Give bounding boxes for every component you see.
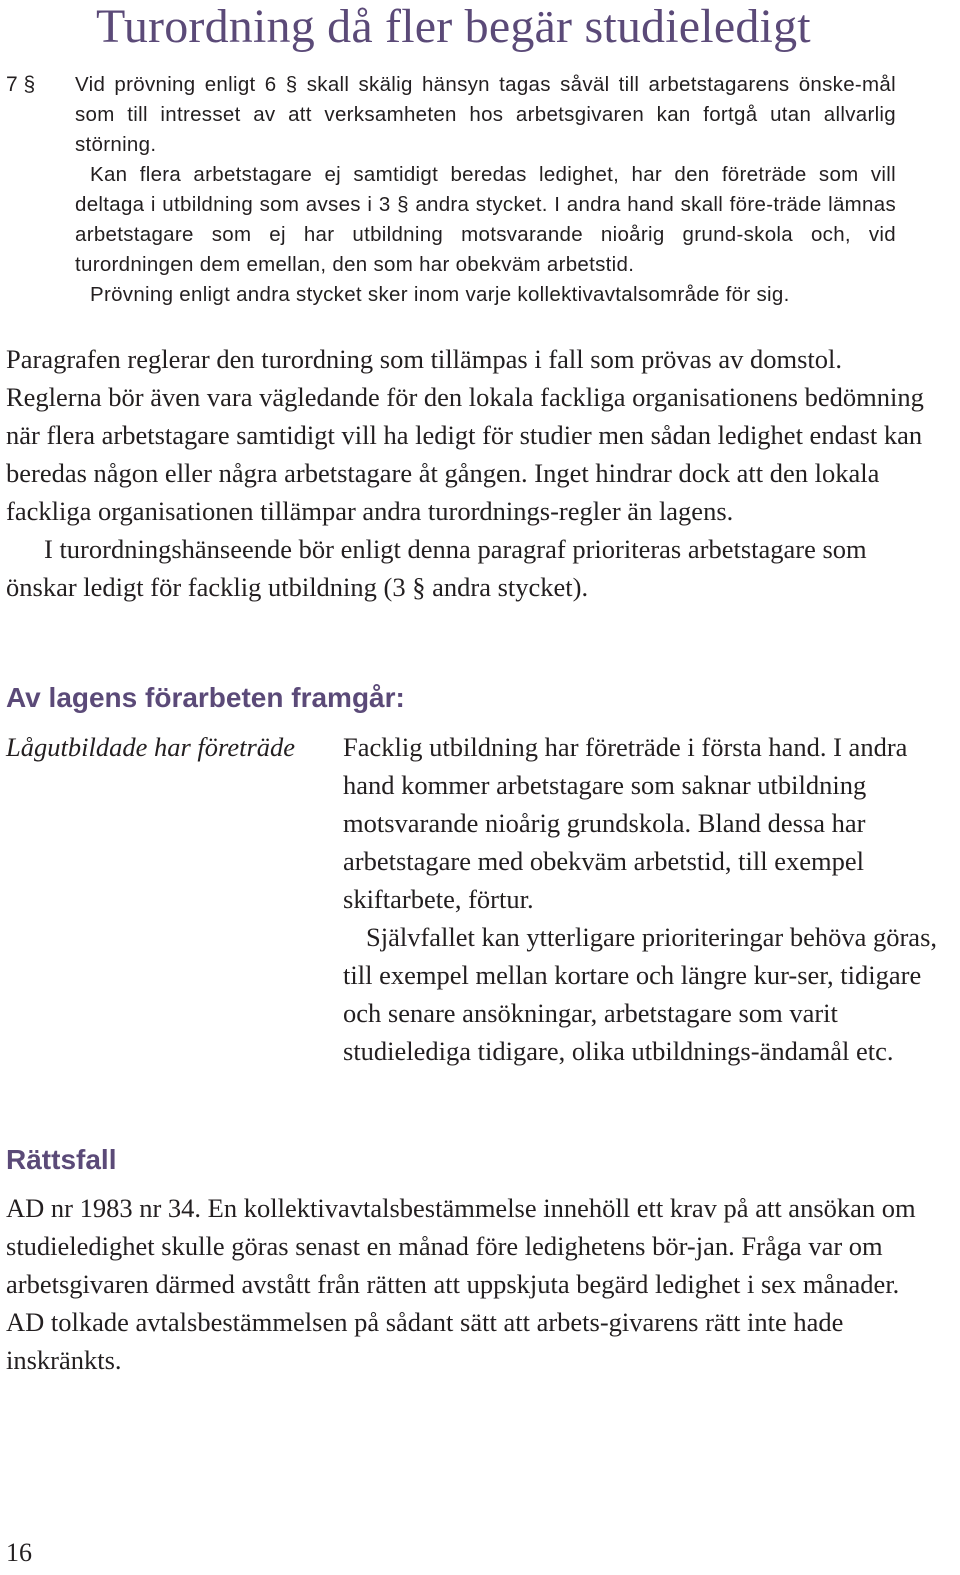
law-text [75,70,896,310]
law-paragraph: Vid prövning enligt 6 § skall skälig hänsyn tagas såväl till arbetstagarens önske-mål som till intresset av att verksamheten hos arbetsgivaren kan fortgå utan allvarlig störning. [75,73,896,156]
commentary [6,340,941,606]
page-number: 16 [6,1538,32,1567]
preparatory-paragraph: Facklig utbildning har företräde i första hand. I andra hand kommer arbetstagare som saknar utbildning motsvarande nioårig grundskola. Bland dessa har arbetstagare med obekväm arbetstid, till exempel skiftarbete, förtur. [343,732,908,914]
preparatory-paragraph: Självfallet kan ytterligare prioriteringar behöva göras, till exempel mellan kortare och längre kur-ser, tidigare och senare ansökningar, arbetstagare som varit studielediga tidigare, olika utbildnings-ändamål etc. [343,922,938,1066]
commentary-paragraph: Paragrafen reglerar den turordning som tillämpas i fall som prövas av domstol. Reglerna bör även vara vägledande för den lokala fackliga organisationens bedömning när flera arbetstagare samtidigt vill ha ledigt för studier men sådan ledighet endast kan beredas någon eller några arbetstagare åt gången. Inget hindrar dock att den lokala fackliga organisationen tillämpar andra turordnings-regler än lagens. [6,344,924,526]
law-paragraph: Prövning enligt andra stycket sker inom varje kollektivavtalsområde för sig. [90,283,790,306]
margin-note: Lågutbildade har företräde [6,732,296,762]
case-text [6,1189,941,1379]
cases-heading: Rättsfall [6,1144,117,1175]
law-section [6,70,896,310]
preparatory-heading: Av lagens förarbeten framgår: [6,682,405,713]
section-number: 7 § [6,73,36,96]
law-paragraph: Kan flera arbetstagare ej samtidigt beredas ledighet, har den företräde som vill deltaga i utbildning som avses i 3 § andra stycket. I andra hand skall före-träde lämnas arbetstagare som ej har utbildning motsvarande nioårig grund-skola och, vid turordningen dem emellan, den som har obekväm arbetstid. [75,163,896,276]
case-paragraph: AD nr 1983 nr 34. En kollektivavtalsbestämmelse innehöll ett krav på att ansökan om studieledighet skulle göras senast en månad före ledighetens bör-jan. Fråga var om arbetsgivaren därmed avstått från rätten att uppskjuta begärd ledighet i sex månader. AD tolkade avtalsbestämmelsen på sådant sätt att arbets-givarens rätt inte hade inskränkts. [6,1193,916,1375]
page-title: Turordning då fler begär studieledigt [96,0,811,53]
commentary-paragraph: I turordningshänseende bör enligt denna paragraf prioriteras arbetstagare som önskar ledigt för facklig utbildning (3 § andra stycket). [6,534,867,602]
preparatory-text [343,728,955,1070]
